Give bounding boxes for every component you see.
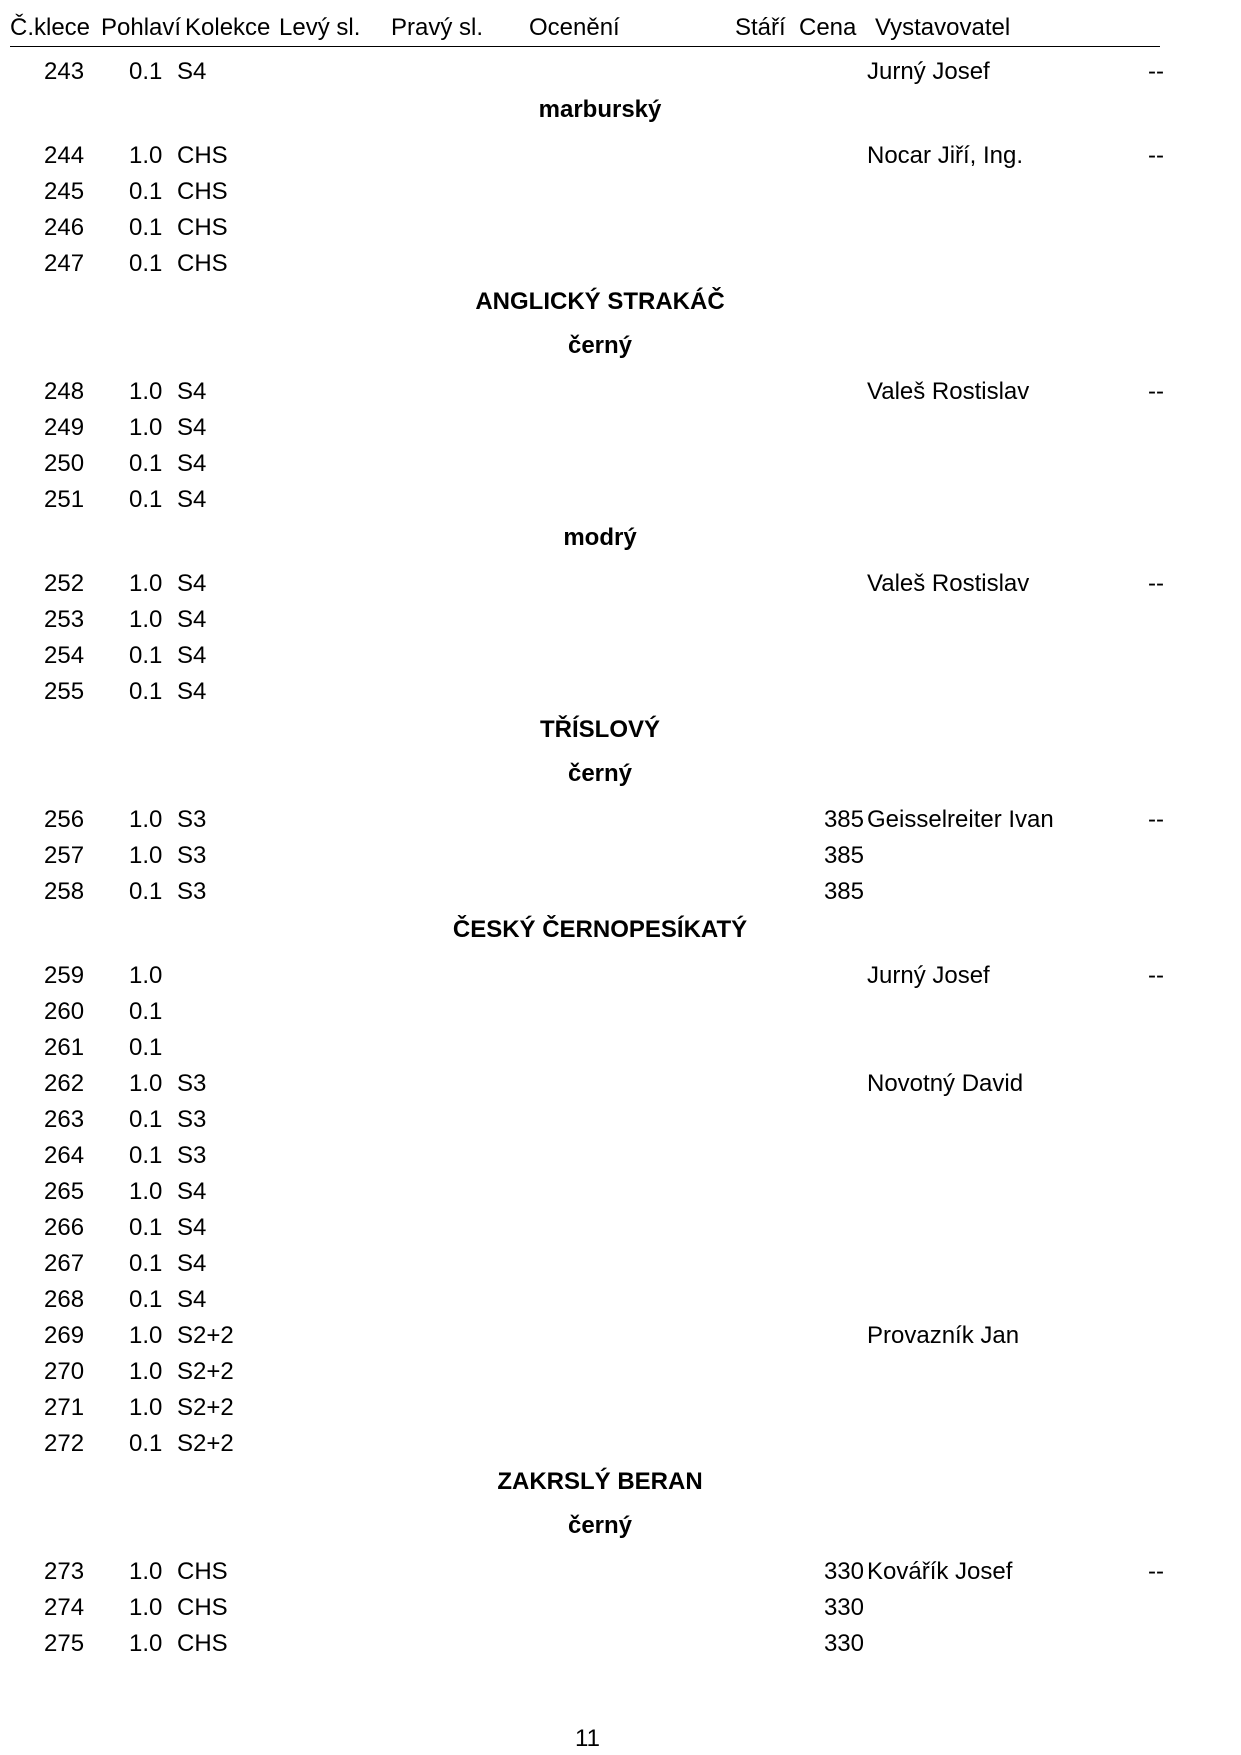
list-item xyxy=(0,1178,1241,1210)
collection-code: S2+2 xyxy=(177,1322,234,1349)
page-number: 11 xyxy=(575,1725,600,1752)
cage-number: 266 xyxy=(44,1214,85,1241)
cage-number: 270 xyxy=(44,1358,85,1385)
list-item xyxy=(0,1430,1241,1462)
header-right-ear: Pravý sl. xyxy=(391,14,484,41)
variety-heading: černý xyxy=(567,1512,633,1539)
cage-number: 258 xyxy=(44,878,85,905)
list-item xyxy=(0,1142,1241,1174)
list-item xyxy=(0,1558,1241,1590)
collection-code: S4 xyxy=(177,58,207,85)
sex-code: 0.1 xyxy=(129,1286,163,1313)
cage-number: 256 xyxy=(44,806,85,833)
header-collection: Kolekce xyxy=(185,14,271,41)
list-item xyxy=(0,570,1241,602)
sex-code: 1.0 xyxy=(129,806,163,833)
collection-code: CHS xyxy=(177,1558,228,1585)
header-price: Cena xyxy=(799,14,857,41)
collection-code: S4 xyxy=(177,1178,207,1205)
sex-code: 1.0 xyxy=(129,142,163,169)
list-item xyxy=(0,378,1241,410)
header-exhibitor: Vystavovatel xyxy=(875,14,1011,41)
list-item xyxy=(0,1034,1241,1066)
breed-heading: ZAKRSLÝ BERAN xyxy=(497,1468,703,1495)
list-item xyxy=(0,414,1241,446)
collection-code: S4 xyxy=(177,1214,207,1241)
trailing-dash: -- xyxy=(1148,570,1164,597)
header-age: Stáří xyxy=(735,14,786,41)
list-item xyxy=(0,178,1241,210)
cage-number: 272 xyxy=(44,1430,85,1457)
sex-code: 1.0 xyxy=(129,606,163,633)
collection-code: S4 xyxy=(177,642,207,669)
collection-code: CHS xyxy=(177,178,228,205)
list-item xyxy=(0,1630,1241,1662)
cage-number: 274 xyxy=(44,1594,85,1621)
sex-code: 1.0 xyxy=(129,1070,163,1097)
cage-number: 254 xyxy=(44,642,85,669)
sex-code: 0.1 xyxy=(129,1214,163,1241)
variety-heading: černý xyxy=(567,760,633,787)
cage-number: 246 xyxy=(44,214,85,241)
cage-number: 267 xyxy=(44,1250,85,1277)
list-item xyxy=(0,1322,1241,1354)
list-item xyxy=(0,962,1241,994)
breed-heading: TŘÍSLOVÝ xyxy=(539,716,660,743)
sex-code: 0.1 xyxy=(129,450,163,477)
collection-code: S2+2 xyxy=(177,1358,234,1385)
sex-code: 0.1 xyxy=(129,178,163,205)
collection-code: S3 xyxy=(177,806,207,833)
cage-number: 262 xyxy=(44,1070,85,1097)
price: 385 xyxy=(823,878,864,905)
list-item xyxy=(0,1394,1241,1426)
sex-code: 1.0 xyxy=(129,962,163,989)
list-item xyxy=(0,214,1241,246)
list-item xyxy=(0,58,1241,90)
exhibitor-name: Novotný David xyxy=(867,1070,1024,1097)
sex-code: 0.1 xyxy=(129,1142,163,1169)
cage-number: 257 xyxy=(44,842,85,869)
header-left-ear: Levý sl. xyxy=(279,14,361,41)
variety-heading: černý xyxy=(567,332,633,359)
sex-code: 1.0 xyxy=(129,842,163,869)
trailing-dash: -- xyxy=(1148,1558,1164,1585)
sex-code: 0.1 xyxy=(129,486,163,513)
sex-code: 1.0 xyxy=(129,378,163,405)
sex-code: 1.0 xyxy=(129,414,163,441)
trailing-dash: -- xyxy=(1148,806,1164,833)
sex-code: 1.0 xyxy=(129,1178,163,1205)
trailing-dash: -- xyxy=(1148,142,1164,169)
sex-code: 1.0 xyxy=(129,570,163,597)
sex-code: 0.1 xyxy=(129,214,163,241)
collection-code: S4 xyxy=(177,486,207,513)
collection-code: S4 xyxy=(177,1250,207,1277)
cage-number: 268 xyxy=(44,1286,85,1313)
collection-code: S3 xyxy=(177,842,207,869)
list-item xyxy=(0,1070,1241,1102)
variety-heading: modrý xyxy=(563,524,637,551)
sex-code: 0.1 xyxy=(129,1106,163,1133)
cage-number: 261 xyxy=(44,1034,85,1061)
exhibitor-name: Jurný Josef xyxy=(867,962,990,989)
price: 385 xyxy=(823,806,864,833)
list-item xyxy=(0,250,1241,282)
sex-code: 0.1 xyxy=(129,1430,163,1457)
sex-code: 1.0 xyxy=(129,1394,163,1421)
collection-code: S3 xyxy=(177,878,207,905)
sex-code: 0.1 xyxy=(129,1250,163,1277)
price: 385 xyxy=(823,842,864,869)
breed-heading: ČESKÝ ČERNOPESÍKATÝ xyxy=(452,916,748,943)
sex-code: 0.1 xyxy=(129,678,163,705)
collection-code: S3 xyxy=(177,1142,207,1169)
collection-code: S4 xyxy=(177,678,207,705)
collection-code: CHS xyxy=(177,142,228,169)
cage-number: 264 xyxy=(44,1142,85,1169)
price: 330 xyxy=(823,1630,864,1657)
cage-number: 255 xyxy=(44,678,85,705)
cage-number: 249 xyxy=(44,414,85,441)
collection-code: S4 xyxy=(177,450,207,477)
list-item xyxy=(0,806,1241,838)
exhibitor-name: Valeš Rostislav xyxy=(867,378,1030,405)
cage-number: 250 xyxy=(44,450,85,477)
cage-number: 253 xyxy=(44,606,85,633)
cage-number: 269 xyxy=(44,1322,85,1349)
collection-code: S4 xyxy=(177,1286,207,1313)
cage-number: 263 xyxy=(44,1106,85,1133)
price: 330 xyxy=(823,1558,864,1585)
collection-code: S2+2 xyxy=(177,1430,234,1457)
collection-code: S3 xyxy=(177,1106,207,1133)
sex-code: 1.0 xyxy=(129,1558,163,1585)
sex-code: 1.0 xyxy=(129,1322,163,1349)
list-item xyxy=(0,842,1241,874)
exhibitor-name: Nocar Jiří, Ing. xyxy=(867,142,1024,169)
exhibitor-name: Jurný Josef xyxy=(867,58,990,85)
list-item xyxy=(0,1250,1241,1282)
sex-code: 1.0 xyxy=(129,1594,163,1621)
cage-number: 251 xyxy=(44,486,85,513)
list-item xyxy=(0,486,1241,518)
sex-code: 0.1 xyxy=(129,250,163,277)
list-item xyxy=(0,998,1241,1030)
sex-code: 0.1 xyxy=(129,58,163,85)
exhibitor-name: Geisselreiter Ivan xyxy=(867,806,1054,833)
collection-code: S4 xyxy=(177,570,207,597)
trailing-dash: -- xyxy=(1148,962,1164,989)
list-item xyxy=(0,1286,1241,1318)
list-item xyxy=(0,606,1241,638)
list-item xyxy=(0,1594,1241,1626)
header-sex: Pohlaví xyxy=(101,14,182,41)
list-item xyxy=(0,142,1241,174)
collection-code: S4 xyxy=(177,414,207,441)
cage-number: 265 xyxy=(44,1178,85,1205)
trailing-dash: -- xyxy=(1148,58,1164,85)
collection-code: CHS xyxy=(177,250,228,277)
exhibitor-name: Valeš Rostislav xyxy=(867,570,1030,597)
header-cage-number: Č.klece xyxy=(10,14,91,41)
cage-number: 248 xyxy=(44,378,85,405)
cage-number: 260 xyxy=(44,998,85,1025)
list-item xyxy=(0,1214,1241,1246)
sex-code: 0.1 xyxy=(129,1034,163,1061)
collection-code: S2+2 xyxy=(177,1394,234,1421)
cage-number: 259 xyxy=(44,962,85,989)
list-item xyxy=(0,642,1241,674)
list-item xyxy=(0,450,1241,482)
collection-code: S4 xyxy=(177,606,207,633)
collection-code: S4 xyxy=(177,378,207,405)
list-item xyxy=(0,678,1241,710)
cage-number: 252 xyxy=(44,570,85,597)
cage-number: 271 xyxy=(44,1394,85,1421)
list-item xyxy=(0,1358,1241,1390)
cage-number: 245 xyxy=(44,178,85,205)
list-item xyxy=(0,1106,1241,1138)
breed-heading: ANGLICKÝ STRAKÁČ xyxy=(475,288,725,315)
exhibitor-name: Kovářík Josef xyxy=(867,1558,1013,1585)
trailing-dash: -- xyxy=(1148,378,1164,405)
sex-code: 0.1 xyxy=(129,878,163,905)
header-award: Ocenění xyxy=(529,14,620,41)
variety-heading: marburský xyxy=(538,96,662,123)
collection-code: S3 xyxy=(177,1070,207,1097)
sex-code: 0.1 xyxy=(129,642,163,669)
exhibitor-name: Provazník Jan xyxy=(867,1322,1020,1349)
price: 330 xyxy=(823,1594,864,1621)
cage-number: 247 xyxy=(44,250,85,277)
cage-number: 243 xyxy=(44,58,85,85)
cage-number: 275 xyxy=(44,1630,85,1657)
cage-number: 273 xyxy=(44,1558,85,1585)
sex-code: 1.0 xyxy=(129,1630,163,1657)
list-item xyxy=(0,878,1241,910)
collection-code: CHS xyxy=(177,214,228,241)
collection-code: CHS xyxy=(177,1594,228,1621)
cage-number: 244 xyxy=(44,142,85,169)
collection-code: CHS xyxy=(177,1630,228,1657)
sex-code: 1.0 xyxy=(129,1358,163,1385)
sex-code: 0.1 xyxy=(129,998,163,1025)
